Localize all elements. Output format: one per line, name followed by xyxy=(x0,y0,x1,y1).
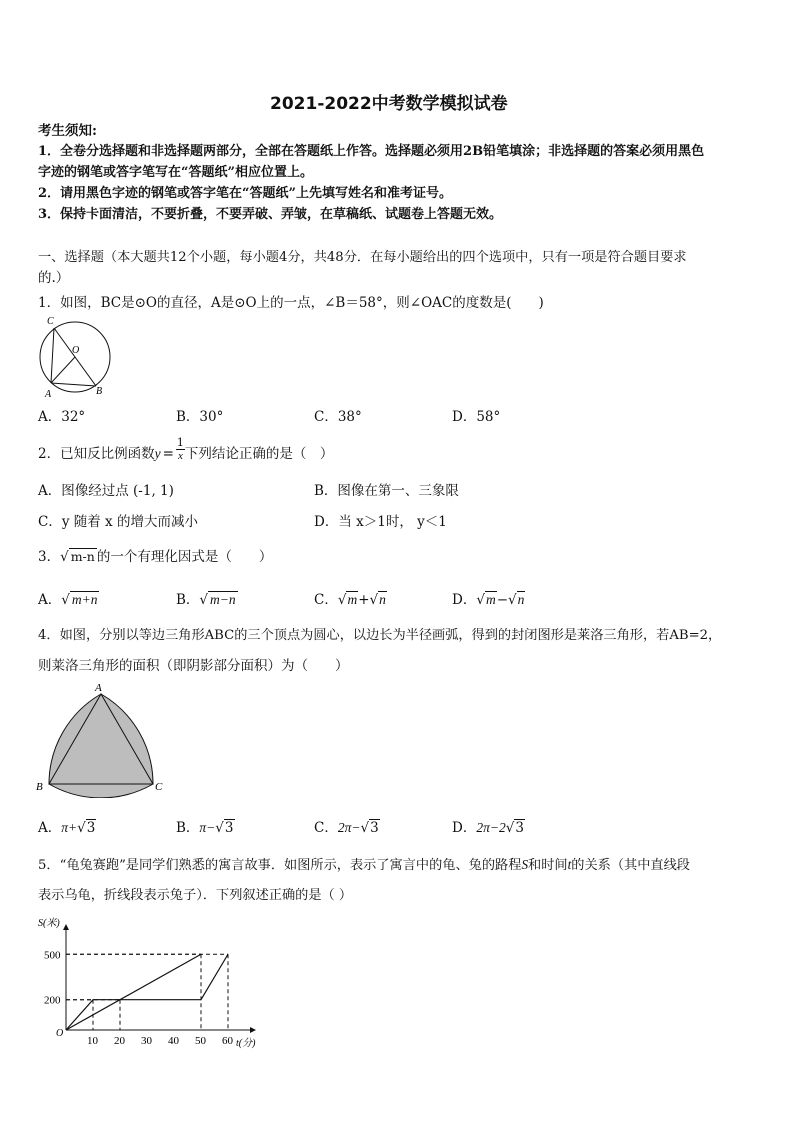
q3-option-d xyxy=(452,588,525,608)
q3-c-op: + xyxy=(358,592,370,608)
q4-a-pre: π+ xyxy=(61,820,78,835)
sqrt-sign: √ xyxy=(60,549,69,565)
x-tick-label: 30 xyxy=(141,1035,152,1047)
section-heading-cont: 的.） xyxy=(38,270,70,286)
notice-item: 字迹的钢笔或答字笔写在“答题纸”相应位置上。 xyxy=(38,165,313,180)
q4-d-pre: 2π−2 xyxy=(476,820,506,835)
notice-heading: 考生须知: xyxy=(38,123,97,139)
q2-denominator: x xyxy=(177,450,183,462)
segment-oa xyxy=(51,357,75,383)
q4-c-pre: 2π− xyxy=(337,820,361,835)
q3-d-b: n xyxy=(517,592,525,607)
question-1-figure xyxy=(34,313,116,399)
q3-suffix: 的一个有理化因式是（ ） xyxy=(96,549,273,565)
sqrt-sign: √ xyxy=(505,820,515,836)
y-tick-label: 500 xyxy=(44,949,61,962)
q3-radicand: m-n xyxy=(70,549,95,564)
q4-b-rad: 3 xyxy=(224,820,234,836)
series-line xyxy=(66,954,201,1030)
reuleaux-triangle xyxy=(49,694,153,798)
q1-option-a: A．32° xyxy=(38,409,86,425)
question-1-text: 1．如图，BC是⊙O的直径，A是⊙O上的一点，∠B＝58°，则∠OAC的度数是( ) xyxy=(38,295,544,311)
q3-c-label: C． xyxy=(314,592,338,608)
question-5-line2: 表示乌龟，折线段表示兔子）．下列叙述正确的是（ ） xyxy=(38,888,353,903)
x-axis-arrow xyxy=(250,1027,256,1033)
q4-d-label: D． xyxy=(452,820,477,836)
page-title: 2021-2022中考数学模拟试卷 xyxy=(270,94,508,114)
sqrt-sign: √ xyxy=(476,592,485,608)
sqrt-sign: √ xyxy=(77,820,86,836)
q3-option-c xyxy=(314,588,387,608)
q5-t: t xyxy=(567,857,572,872)
q3-d-a: m xyxy=(485,592,496,607)
q4-b-label: B． xyxy=(176,820,200,836)
label-a: A xyxy=(95,682,102,694)
question-5-line1 xyxy=(38,854,690,873)
label-c: C xyxy=(155,781,163,793)
q2-option-a: A．图像经过点 (-1, 1) xyxy=(38,483,174,499)
section-heading: 一、选择题（本大题共12个小题，每小题4分，共48分．在每小题给出的四个选项中，只有一项是符合题目要求 xyxy=(38,250,687,265)
q4-option-b xyxy=(176,816,235,836)
q3-prefix: 3． xyxy=(38,549,61,565)
q4-d-rad: 3 xyxy=(515,820,524,836)
x-tick-label: 10 xyxy=(87,1035,98,1047)
sqrt-sign: √ xyxy=(337,592,347,608)
label-a: A xyxy=(45,389,52,399)
y-tick-label: 200 xyxy=(44,994,61,1007)
x-tick-label: 50 xyxy=(195,1035,206,1047)
q2-prefix: 2．已知反比例函数 xyxy=(38,446,155,462)
question-3-text xyxy=(38,545,272,565)
q3-d-op: − xyxy=(496,592,508,608)
q5-text-b: 和时间 xyxy=(528,858,568,873)
sqrt-sign: √ xyxy=(360,820,370,836)
segment-ab xyxy=(51,383,96,386)
label-b: B xyxy=(96,386,103,397)
q4-option-a xyxy=(38,816,96,836)
notice-item: 2．请用黑色字迹的钢笔或答字笔在“答题纸”上先填写姓名和准考证号。 xyxy=(38,186,453,201)
q3-b-label: B． xyxy=(176,592,200,608)
q5-text-c: 的关系（其中直线段 xyxy=(571,858,690,873)
question-2-text xyxy=(38,436,333,468)
q3-a-expr: m+n xyxy=(71,592,98,607)
q2-fraction xyxy=(176,436,185,463)
y-axis-arrow xyxy=(63,924,69,930)
label-c: C xyxy=(47,316,54,327)
q3-option-b xyxy=(176,588,238,608)
q4-c-rad: 3 xyxy=(370,820,379,836)
q4-option-c xyxy=(314,816,380,836)
q2-y: y xyxy=(154,446,161,461)
x-tick-label: 40 xyxy=(168,1035,179,1047)
q5-text-a: 5．“龟兔赛跑”是同学们熟悉的寓言故事．如图所示，表示了寓言中的龟、兔的路程 xyxy=(38,858,522,873)
q2-option-b: B．图像在第一、三象限 xyxy=(314,483,459,499)
q4-c-label: C． xyxy=(314,820,338,836)
distance-time-chart xyxy=(34,912,274,1052)
notice-item: 1．全卷分选择题和非选择题两部分，全部在答题纸上作答。选择题必须用2B铅笔填涂；非选择题的答案必须用黑色 xyxy=(38,144,705,159)
sqrt-sign: √ xyxy=(61,592,70,608)
sqrt-sign: √ xyxy=(508,592,517,608)
q3-c-a: m xyxy=(347,592,358,607)
label-b: B xyxy=(36,781,43,793)
q3-sqrt xyxy=(60,549,97,565)
q2-suffix: 下列结论正确的是（ ） xyxy=(184,446,334,462)
q1-option-d: D．58° xyxy=(452,409,501,425)
notice-item: 3．保持卡面清洁，不要折叠，不要弄破、弄皱，在草稿纸、试题卷上答题无效。 xyxy=(38,207,503,222)
q4-option-d xyxy=(452,816,525,836)
question-4-line1: 4．如图，分别以等边三角形ABC的三个顶点为圆心，以边长为半径画弧，得到的封闭图形是莱洛三角形，若AB=2， xyxy=(38,628,722,643)
segment-ca xyxy=(51,328,54,383)
x-axis-label: t(分) xyxy=(236,1038,256,1049)
q4-a-rad: 3 xyxy=(86,820,96,836)
origin-label: O xyxy=(56,1028,64,1039)
question-4-line2: 则莱洛三角形的面积（即阴影部分面积）为（ ） xyxy=(38,658,349,674)
q4-b-pre: π− xyxy=(199,820,216,835)
sqrt-sign: √ xyxy=(199,592,209,608)
q3-a-label: A． xyxy=(38,592,62,608)
q3-c-b: n xyxy=(379,592,386,607)
q2-numerator: 1 xyxy=(176,436,184,449)
q5-s: S xyxy=(521,857,529,872)
q4-a-label: A． xyxy=(38,820,62,836)
question-4-figure xyxy=(34,678,174,798)
q3-d-label: D． xyxy=(452,592,477,608)
label-o: O xyxy=(72,345,80,356)
sqrt-sign: √ xyxy=(215,820,224,836)
sqrt-sign: √ xyxy=(369,592,379,608)
q2-option-d: D．当 x＞1时， y＜1 xyxy=(314,514,447,530)
q1-option-b: B．30° xyxy=(176,409,224,425)
x-tick-label: 60 xyxy=(222,1035,233,1047)
q2-option-c: C．y 随着 x 的增大而减小 xyxy=(38,514,198,530)
y-axis-label: S(米) xyxy=(38,918,60,929)
q2-eq: = xyxy=(162,446,174,462)
x-tick-label: 20 xyxy=(114,1035,125,1047)
q1-option-c: C．38° xyxy=(314,409,362,425)
q3-b-expr: m−n xyxy=(210,592,236,607)
series-line xyxy=(66,954,228,1030)
q3-option-a xyxy=(38,588,99,608)
